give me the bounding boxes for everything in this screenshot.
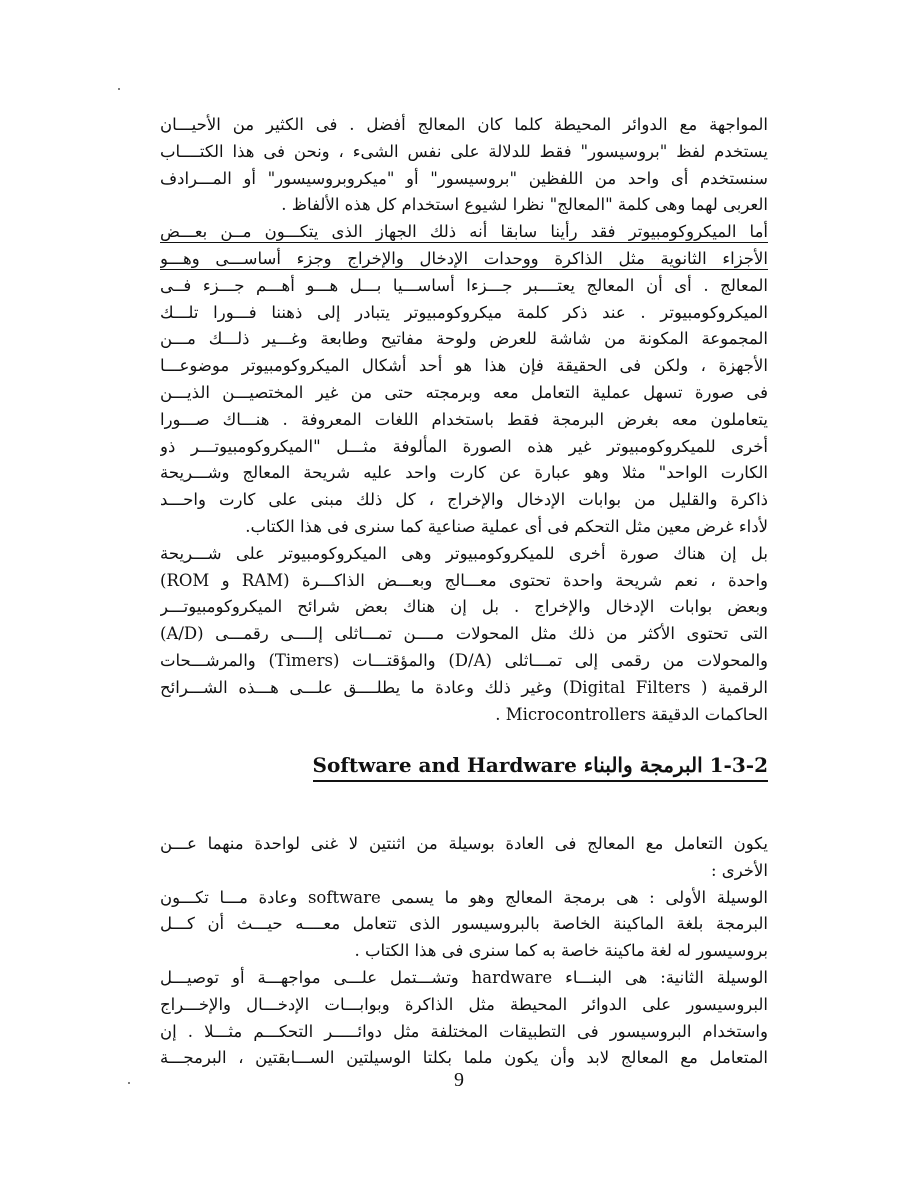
text-line: المعالج . أى أن المعالج يعتــــبر جـــزءا أساســـيا بـــل هـــو أهـــم جـــزء فــى	[160, 275, 768, 295]
text-line-underlined: الأجزاء الثانوية مثل الذاكرة ووحدات الإدخال والإخراج وجزء أساســـى وهـــو	[160, 248, 768, 268]
text-line: الأخرى :	[710, 860, 768, 880]
text-line: يستخدم لفظ "بروسيسور" فقط للدلالة على نفس الشىء ، ونحن فى هذا الكتــــاب	[160, 141, 768, 161]
section-heading: 1-3-2 البرمجة والبناء Software and Hardware	[313, 751, 769, 782]
text-line: والمحولات من رقمى إلى تمـــاثلى (D/A) والمؤقتـــات (Timers) والمرشـــحات	[160, 650, 768, 670]
text-line: البرمجة بلغة الماكينة الخاصة بالبروسيسور الذى تتعامل معــــه حيـــث أن كـــل	[160, 914, 768, 934]
text-line: العربى لهما وهى كلمة "المعالج" نظرا لشيوع استخدام كل هذه الألفاظ .	[281, 195, 768, 215]
text-line: واحدة ، نعم شريحة واحدة تحتوى معـــالج وبعـــض الذاكـــرة (RAM و ROM)	[160, 570, 768, 590]
page-number: 9	[454, 1069, 464, 1091]
text-line: الرقمية ( Digital Filters) وغير ذلك وعادة ما يطلــــق علـــى هـــذه الشـــرائح	[160, 677, 768, 697]
text-line: بروسيسور له لغة ماكينة خاصة به كما سنرى فى هذا الكتاب .	[354, 941, 768, 961]
text-line: المتعامل مع المعالج لابد وأن يكون ملما بكلتا الوسيلتين الســـابقتين ، البرمجـــة	[160, 1048, 768, 1068]
text-line: الوسيلة الثانية: هى البنـــاء hardware وتشـــتمل علـــى مواجهـــة أو توصيـــل	[160, 967, 768, 987]
text-line: لأداء غرض معين مثل التحكم فى أى عملية صناعية كما سنرى فى هذا الكتاب.	[245, 516, 768, 536]
text-line: فى صورة تسهل عملية التعامل معه وبرمجته حتى من غير المختصيـــن الذيـــن	[160, 382, 768, 402]
text-line: الكارت الواحد" مثلا وهو عبارة عن كارت واحد عليه شريحة المعالج وشـــريحة	[160, 463, 768, 483]
text-line: يكون التعامل مع المعالج فى العادة بوسيلة من اثنتين لا غنى لواحدة منهما عـــن	[160, 834, 768, 853]
text-line: سنستخدم أى واحد من اللفظين "بروسيسور" أو "ميكروبروسيسور" أو المـــرادف	[160, 168, 768, 188]
text-line: المواجهة مع الدوائر المحيطة كلما كان المعالج أفضل . فى الكثير من الأحيـــان	[160, 115, 768, 134]
text-line: يتعاملون معه بغرض البرمجة فقط باستخدام اللغات المعروفة . هنـــاك صـــورا	[160, 409, 768, 429]
text-line: الحاكمات الدقيقة Microcontrollers .	[495, 704, 768, 724]
body-text-section-1	[160, 112, 768, 728]
text-line-underlined: أما الميكروكومبيوتر فقد رأينا سابقا أنه ذلك الجهاز الذى يتكـــون مــن بعـــض	[160, 222, 768, 242]
text-line: واستخدام البروسيسور فى التطبيقات المختلفة مثل دوائـــــر التحكـــم مثـــلا . إن	[160, 1021, 768, 1041]
body-text-section-2	[160, 831, 768, 1072]
text-line: الأجهزة ، ولكن فى الحقيقة فإن هذا هو أحد أشكال الميكروكومبيوتر موضوعـــا	[160, 356, 768, 376]
text-line: الميكروكومبيوتر . عند ذكر كلمة ميكروكومبيوتر يتبادر إلى ذهننا فـــورا تلـــك	[160, 302, 768, 322]
scan-speck	[118, 88, 120, 90]
text-line: ذاكرة والقليل من بوابات الإدخال والإخراج ، كل ذلك مبنى على كارت واحـــد	[160, 490, 768, 510]
text-line: المجموعة المكونة من شاشة للعرض ولوحة مفاتيح وطابعة وغـــير ذلـــك مـــن	[160, 329, 768, 349]
text-line: التى تحتوى الأكثر من ذلك مثل المحولات مــــن تمـــاثلى إلــــى رقمـــى (A/D)	[160, 624, 768, 644]
text-line: أخرى للميكروكومبيوتر غير هذه الصورة المألوفة مثـــل "الميكروكومبيوتـــر ذو	[160, 436, 768, 456]
text-line: الوسيلة الأولى : هى برمجة المعالج وهو ما يسمى software وعادة مـــا تكـــون	[160, 887, 768, 907]
text-line: البروسيسور على الدوائر المحيطة مثل الذاكرة وبوابـــات الإدخـــال والإخـــراج	[160, 994, 768, 1014]
text-line: وبعض بوابات الإدخال والإخراج . بل إن هناك بعض شرائح الميكروكومبيوتـــر	[160, 597, 768, 617]
text-line: بل إن هناك صورة أخرى للميكروكومبيوتر وهى الميكروكومبيوتر على شـــريحة	[160, 543, 768, 563]
